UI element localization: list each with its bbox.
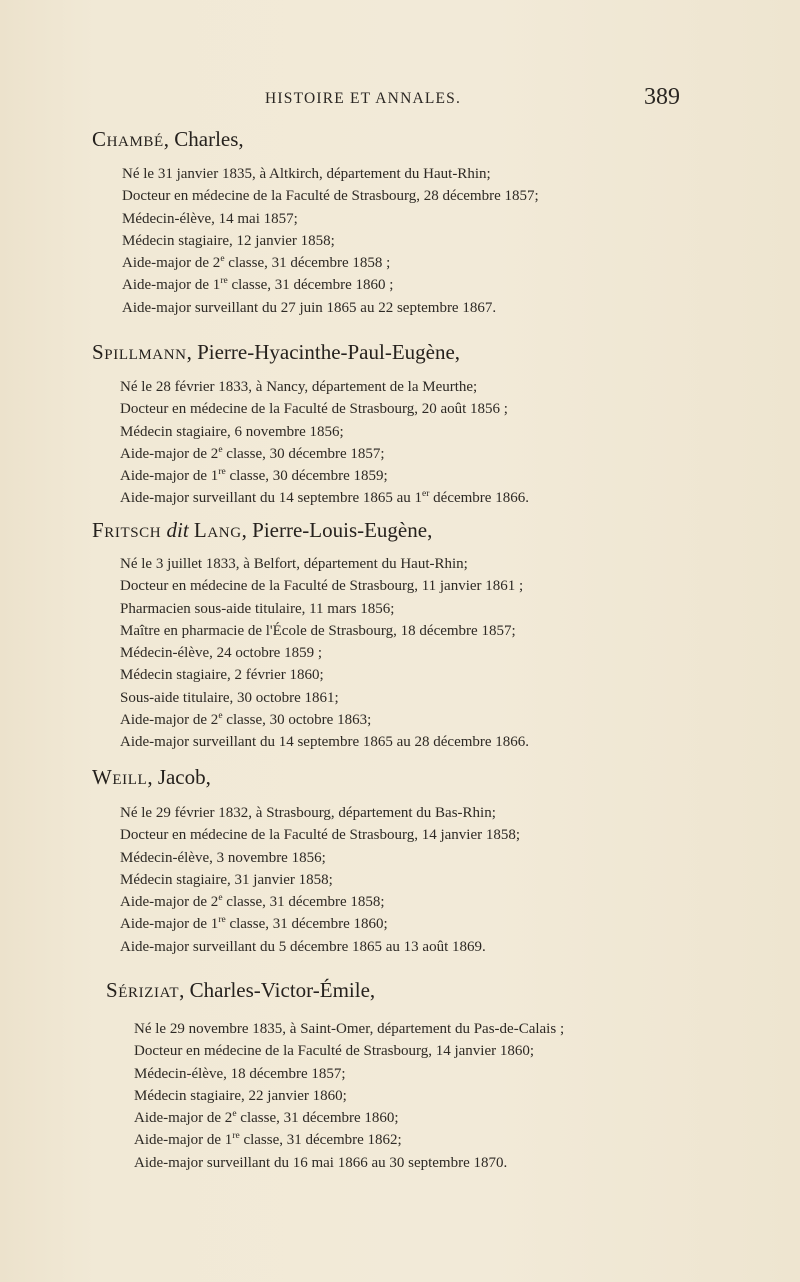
entry-heading (106, 978, 375, 1003)
entry-line: Médecin-élève, 14 mai 1857; (122, 210, 298, 227)
line-text: Aide-major de 1 (120, 468, 219, 485)
entry-lines (120, 553, 529, 754)
entry-line: Médecin stagiaire, 2 février 1860; (120, 667, 324, 684)
entry-dit: dit (166, 518, 189, 542)
line-text: classe, 31 décembre 1860 ; (227, 277, 394, 294)
entry-line: Docteur en médecine de la Faculté de Strasbourg, 28 décembre 1857; (122, 188, 539, 205)
running-head (0, 84, 800, 114)
ordinal-superscript: e (218, 893, 223, 904)
ordinal-superscript: e (220, 254, 225, 265)
entry-line: Né le 3 juillet 1833, à Belfort, département du Haut-Rhin; (120, 556, 468, 572)
line-text: Aide-major de 1 (120, 916, 219, 933)
line-text: classe, 31 décembre 1860; (225, 916, 388, 933)
ordinal-superscript: re (218, 467, 226, 478)
entry-line (122, 252, 539, 274)
entry-line: Médecin stagiaire, 22 janvier 1860; (134, 1087, 347, 1104)
line-text: Aide-major surveillant du 14 septembre 1865 au 1 (120, 490, 423, 507)
entry-line (120, 891, 520, 913)
entry-line (134, 1129, 564, 1151)
entry-line: Médecin stagiaire, 12 janvier 1858; (122, 232, 335, 249)
entry-line: Docteur en médecine de la Faculté de Strasbourg, 14 janvier 1860; (134, 1043, 535, 1060)
entry-line: Docteur en médecine de la Faculté de Strasbourg, 11 janvier 1861 ; (120, 578, 524, 595)
entry-line: Né le 29 novembre 1835, à Saint-Omer, département du Pas-de-Calais ; (134, 1021, 565, 1037)
line-text: classe, 30 décembre 1857; (222, 445, 385, 462)
entry-line: Médecin-élève, 3 novembre 1856; (120, 849, 326, 866)
entry-line: Docteur en médecine de la Faculté de Strasbourg, 20 août 1856 ; (120, 401, 508, 418)
entry-line: Né le 29 février 1832, à Strasbourg, département du Bas-Rhin; (120, 805, 496, 821)
line-text: Aide-major de 2 (122, 255, 221, 272)
entry-lines (122, 163, 539, 319)
line-text: classe, 31 décembre 1858; (222, 894, 385, 911)
entry-line (120, 465, 529, 487)
entry-line (120, 487, 529, 509)
entry-lines (120, 376, 529, 510)
line-text: Aide-major de 2 (120, 894, 219, 911)
line-text: Aide-major de 1 (122, 277, 221, 294)
ordinal-superscript: re (220, 276, 228, 287)
entry-heading (92, 765, 211, 790)
entry-heading (92, 127, 244, 152)
entry-given-names: , Charles-Victor-Émile, (179, 978, 376, 1002)
ordinal-superscript: re (218, 915, 226, 926)
ordinal-superscript: e (218, 444, 223, 455)
entry-surname: Spillmann (92, 340, 187, 364)
entry-line (120, 709, 529, 731)
ordinal-superscript: re (232, 1131, 240, 1142)
entry-line (120, 443, 529, 465)
entry-line: Né le 31 janvier 1835, à Altkirch, département du Haut-Rhin; (122, 166, 491, 182)
entry-line (134, 1107, 564, 1129)
entry-line: Docteur en médecine de la Faculté de Strasbourg, 14 janvier 1858; (120, 827, 521, 844)
entry-line: Médecin stagiaire, 6 novembre 1856; (120, 423, 344, 440)
entry-given-names: , Charles, (163, 127, 244, 151)
entry-line: Aide-major surveillant du 16 mai 1866 au 30 septembre 1870. (134, 1154, 508, 1171)
line-text: Aide-major de 2 (120, 445, 219, 462)
line-text: Aide-major de 2 (134, 1110, 233, 1127)
entry-line: Aide-major surveillant du 14 septembre 1865 au 28 décembre 1866. (120, 734, 530, 751)
entry-line (120, 913, 520, 935)
entry-given-names: , Pierre-Louis-Eugène, (241, 518, 433, 542)
entry-alias-surname: Lang (193, 518, 242, 542)
line-text: classe, 30 octobre 1863; (222, 712, 372, 729)
line-text: classe, 31 décembre 1860; (236, 1110, 399, 1127)
entry-line: Sous-aide titulaire, 30 octobre 1861; (120, 689, 339, 706)
entry-lines (120, 802, 520, 958)
line-text: classe, 31 décembre 1858 ; (224, 255, 391, 272)
page-number: 389 (644, 84, 680, 110)
line-text: Aide-major de 2 (120, 712, 219, 729)
entry-given-names: , Pierre-Hyacinthe-Paul-Eugène, (186, 340, 461, 364)
entry-line: Médecin-élève, 24 octobre 1859 ; (120, 645, 323, 662)
line-text: classe, 31 décembre 1862; (239, 1132, 402, 1149)
ordinal-superscript: e (218, 711, 223, 722)
entry-line (122, 274, 539, 296)
running-title: HISTOIRE ET ANNALES. (265, 90, 462, 107)
ordinal-superscript: er (422, 489, 430, 500)
entry-given-names: , Jacob, (147, 765, 211, 789)
entry-heading (92, 340, 460, 365)
entry-surname: Sériziat (106, 978, 180, 1002)
ordinal-superscript: e (232, 1109, 237, 1120)
entry-surname: Chambé (92, 127, 164, 151)
line-text: classe, 30 décembre 1859; (225, 468, 388, 485)
entry-line: Médecin stagiaire, 31 janvier 1858; (120, 871, 333, 888)
line-text: décembre 1866. (429, 490, 529, 507)
entry-line: Aide-major surveillant du 27 juin 1865 au 22 septembre 1867. (122, 299, 497, 316)
entry-lines (134, 1018, 564, 1174)
entry-line: Né le 28 février 1833, à Nancy, département de la Meurthe; (120, 379, 478, 395)
entry-surname: Fritsch (92, 518, 162, 542)
entry-line: Médecin-élève, 18 décembre 1857; (134, 1065, 346, 1082)
entry-surname: Weill (92, 765, 148, 789)
entry-line: Aide-major surveillant du 5 décembre 1865 au 13 août 1869. (120, 938, 486, 955)
entry-heading (92, 518, 432, 543)
entry-line: Maître en pharmacie de l'École de Strasbourg, 18 décembre 1857; (120, 622, 516, 639)
line-text: Aide-major de 1 (134, 1132, 233, 1149)
entry-line: Pharmacien sous-aide titulaire, 11 mars 1856; (120, 600, 395, 617)
